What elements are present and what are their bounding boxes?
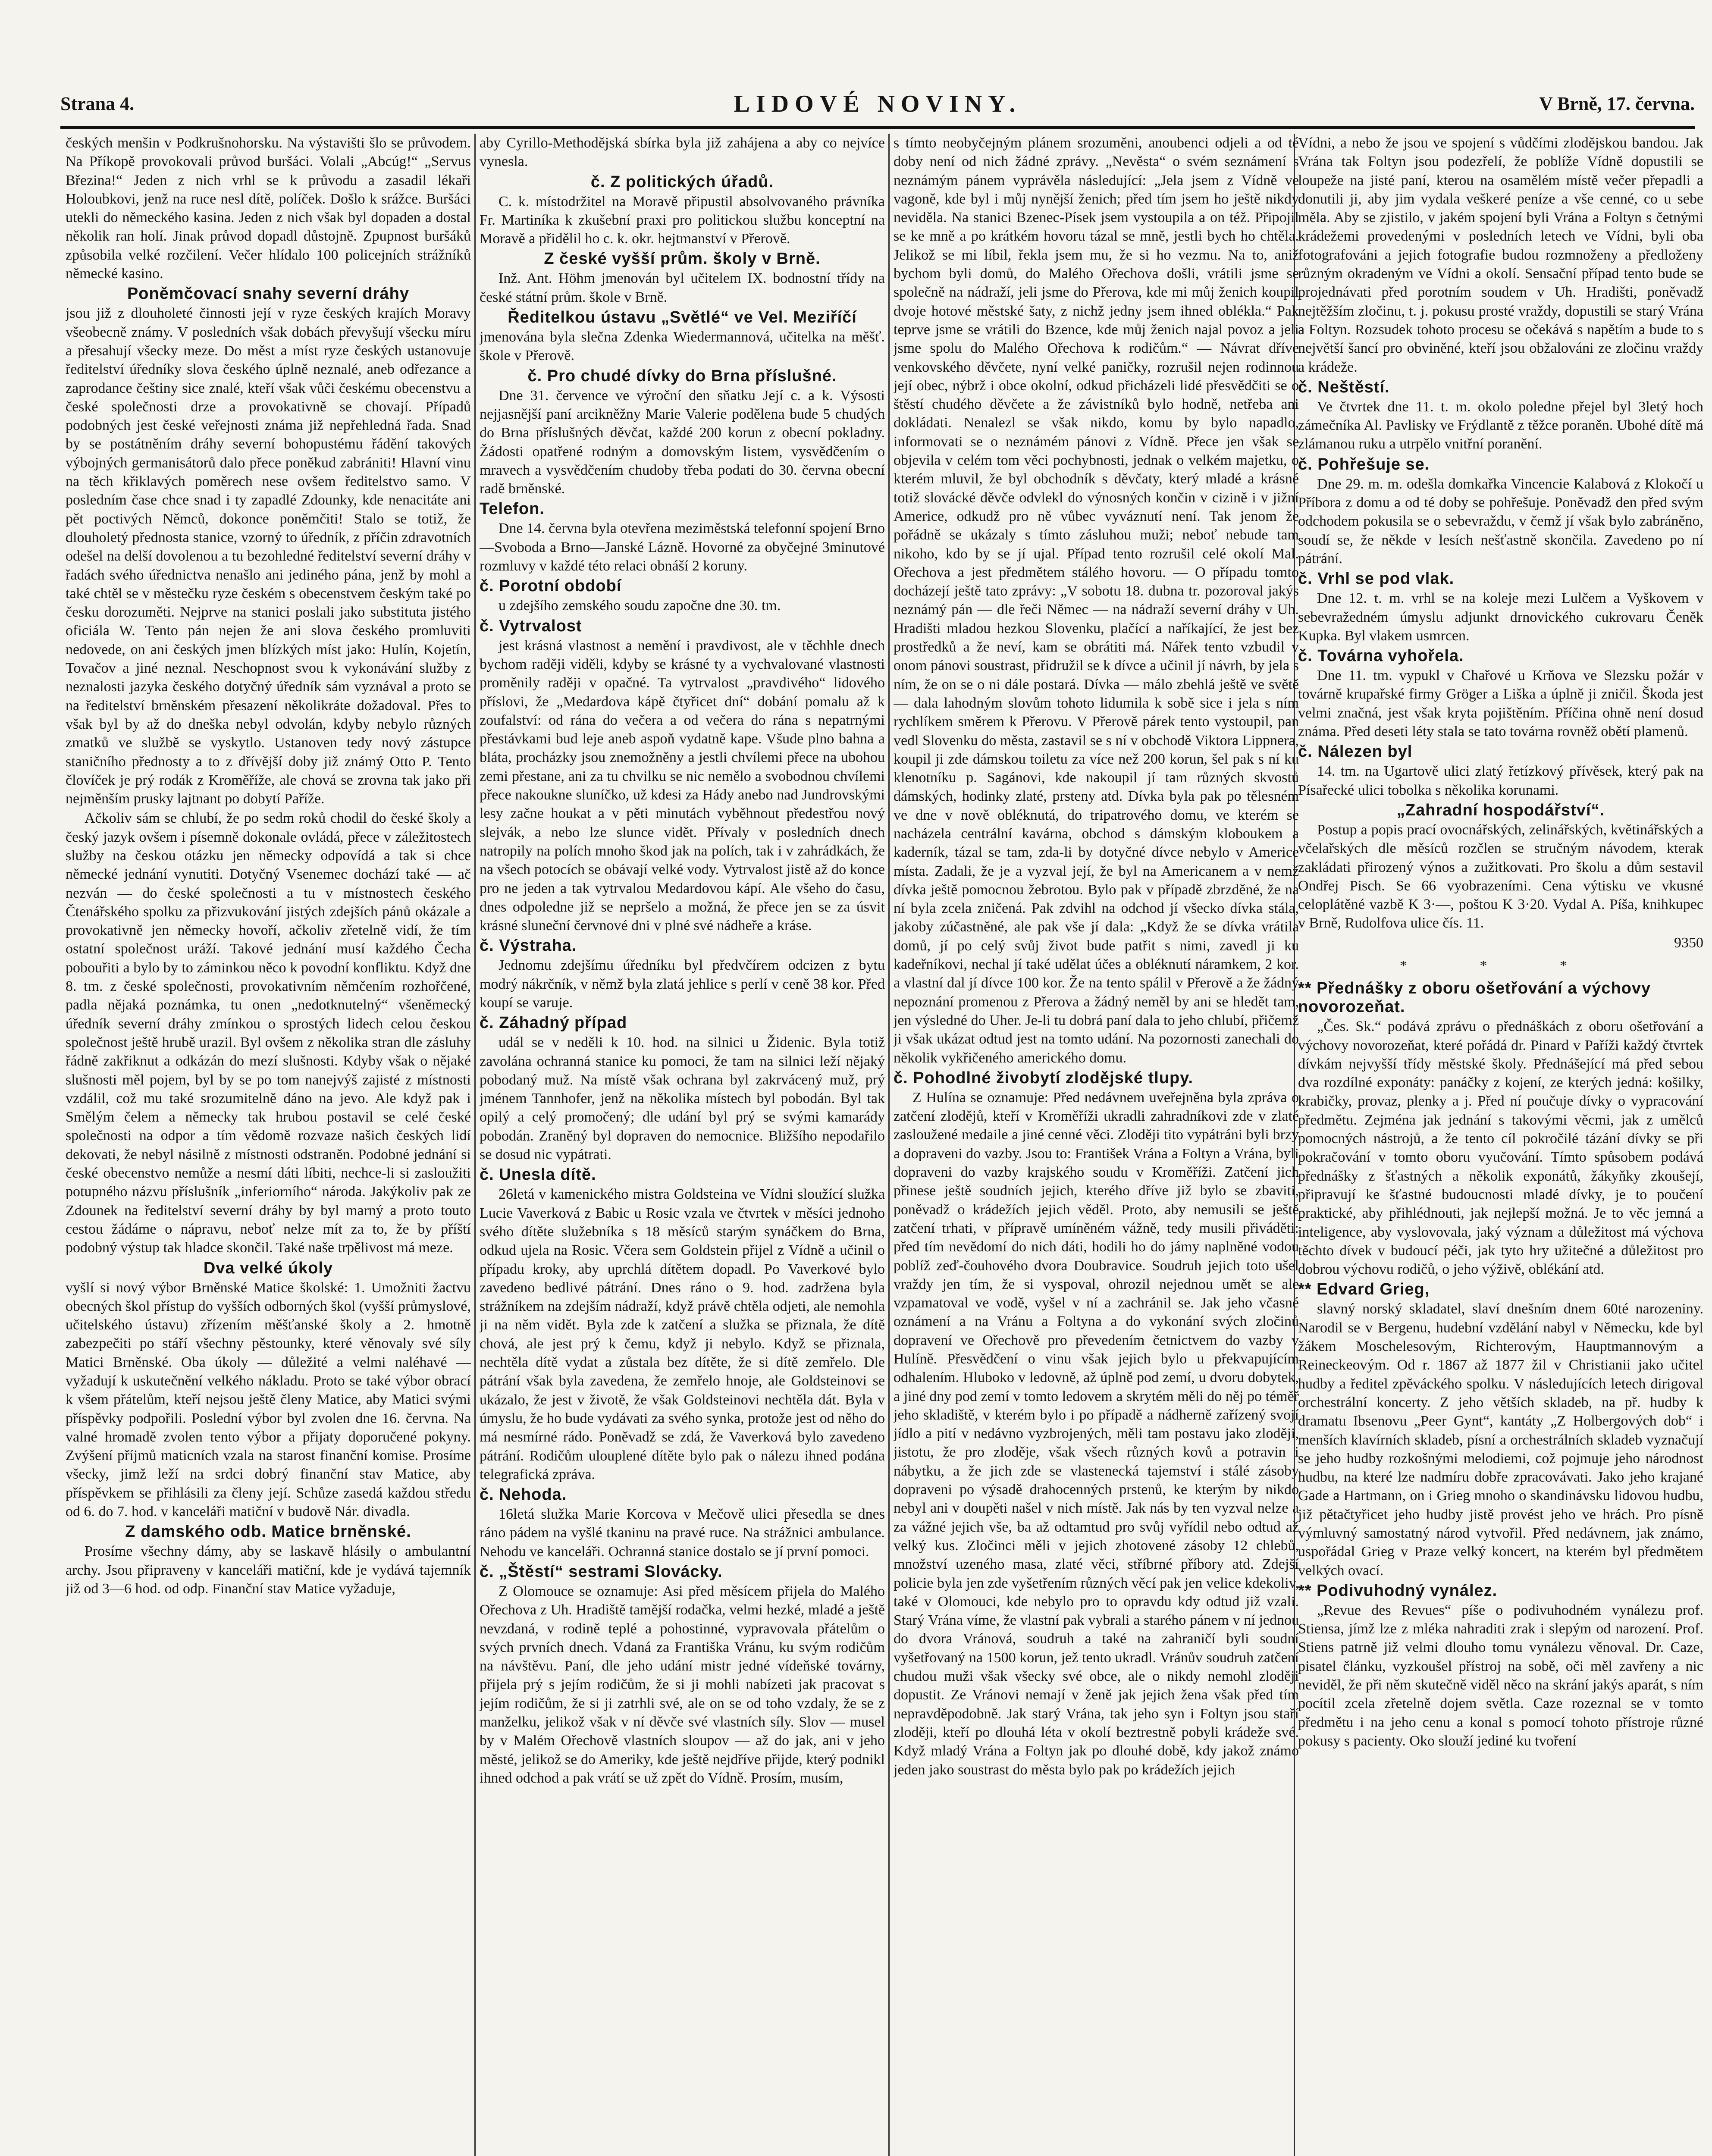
article-headline: ** Edvard Grieg, (1298, 1280, 1430, 1299)
issue-date: V Brně, 17. června. (1539, 93, 1695, 114)
article-headline: ** Přednášky z oboru ošetřování a výchovy novorozeňat. (1298, 979, 1651, 1016)
column-2 (480, 134, 885, 2156)
article-paragraph: jest krásná vlastnost a nemění i pravdivost, ale v těchhle dnech bychom raději viděli, kdyby se krásné ty a vychvalované vlastnosti proměnily raději v opačné. Ta vytrvalost „pravdivého“ lidového příslovi, že „Medardova kápě čtyřicet dní“ dobání pomalu až k zoufalství: od rána do večera a od večera do rána s nepatrnými přestávkami bud leje aneb aspoň vydatně kape. Všude plno bahna a bláta, procházky jsou znemožněny a jestli chvílemi přece na ubohou zemi přestane, ani za tu chvilku se nic nemělo a svobodnou chvílemi přece nakoukne sluníčko, už kdesi za Hády anebo nad Jundrovskými lesy začne houkat a v pěti minutách vyběhnout předestřou nový slejvák, a nebo lze slunce vidět. Přívaly v posledních dnech natropily na polích mnoho škod jak na polích, tak i v zahrádkách, že na všech potocích se obávají velké vody. Vytrvalost jistě až do konce pro ne jeden a tak vytrvalou Medardovou kápí. Ale všeho do času, dnes odpoledne již se nepršelo a možná, že přece jen se za úsvit krásné sluneční červnové dni v plné své nádheře a kráse. (480, 637, 885, 934)
article-headline: č. Vrhl se pod vlak. (1298, 570, 1455, 588)
article-headline: Z české vyšší prům. školy v Brně. (544, 250, 821, 268)
page-number: Strana 4. (60, 93, 135, 114)
column-3 (894, 134, 1299, 2156)
article-paragraph: 26letá v kamenického mistra Goldsteina ve Vídni sloužící služka Lucie Vaverková z Babic u Rosic vzala ve čtvrtek v měsíci jednoho svého dítěte služebníka s 18 měsíců starým synáčkem do Brna, odkud ujela na Rosic. Včera sem Goldstein přijel z Vídně a učinil o případu kroky, aby uprchlá dítětem dopadl. Po Vaverkové bylo zavedeno bedlivé pátrání. Dnes ráno o 9. hod. zadržena byla strážníkem na zdejším nádraží, když právě chtěla odjeti, ale nemohla ji na něm vidět. Byla zde k zatčení a služka se přiznala, že dítě chová, ale jest prý k čemu, když ji nebylo. Když se přiznala, nechtěla dítě vydat a zůstala bez dítěte, že si dítě zemřelo. Dle pátrání však byla zavedena, že zemřelo hnoje, ale Goldsteinovi se ukázalo, že jest v životě, že však Goldsteinovi nechtěla dát. Byla v úmyslu, že ho bude vydávati za svého synka, protože jest od něho do má nesmírné rádo. Poněvadž se zdá, že Vaverková bylo zavedeno pátrání. Rodičům ulouplené dítěte bylo pak o nálezu ihned podána telegrafická zpráva. (480, 1186, 885, 1482)
article-paragraph: Dne 14. června byla otevřena meziměstská telefonní spojení Brno—Svoboda a Brno—Janské Lázně. Hovorné za obyčejné 3minutové rozmluvy v každé této relaci obnáší 2 koruny. (480, 520, 885, 574)
article-headline: č. Neštěstí. (1298, 378, 1390, 396)
article-headline: č. Záhadný případ (480, 1014, 627, 1032)
article-headline: č. „Štěstí“ sestrami Slovácky. (480, 1563, 723, 1581)
article-headline: č. Výstraha. (480, 937, 577, 955)
article-paragraph: Jednomu zdejšímu úředníku byl předvčírem odcizen z bytu modrý nákrčník, v němž byla zlatá jehlice s perlí v ceně 38 kor. Před koupí se varuje. (480, 957, 885, 1011)
article-headline: č. Porotní období (480, 577, 622, 595)
article-headline: Telefon. (480, 500, 545, 518)
ad-code: 9350 (1674, 934, 1703, 951)
header-rule (60, 126, 1695, 129)
article-paragraph: Inž. Ant. Höhm jmenován byl učitelem IX. bodnostní třídy na české státní prům. škole v Brně. (480, 270, 885, 305)
article-paragraph: „Čes. Sk.“ podává zprávu o přednáškách z oboru ošetřování a výchovy novorozeňat, které pořádá dr. Pinard v Paříži každý čtvrtek dívkám nejvyšší třídy městské školy. Přednášející má před sebou dva rozdílné exponáty: panáčky z kojení, ze kterých jedná: košilky, krabičky, provaz, plenky a j. Před ní poučuje dívky o vypracování předmětu. Zejména jak jednání s takovými věcmi, jak z umělců pomocných nástrojů, a že tento cíl pokročilé tázání dívky se při pokračování v tomto oboru vyučování. Tímto spůsobem podává přednášky z šťastných a několik exponátů, žákyňky zkoušejí, připravují ke šťastné budoucnosti mladé dívky, je to poučení praktické, aby přihlédnouti, jak nejlepší možná. Je to věc jemná a inteligence, aby vyslovovala, jaký význam a důležitost má výchova těchto dívek v budoucí péči, jak tyto hry užitečné a důležitost pro dobrou výchovu rodičů, o jeho výživě, oblékání atd. (1298, 1018, 1703, 1278)
article-paragraph: Vídni, a nebo že jsou ve spojení s vůdčími zlodějskou bandou. Jak Vrána tak Foltyn jsou podezřelí, že poblíže Vídně dopustili se loupeže na jisté paní, kterou na osamělém místě večer přepadli a donutili ji, aby jim vydala veškeré peníze a vše cenné, co u sebe měla. Aby se zjistilo, v jakém spojení byli Vrána a Foltyn s četnými krádežemi provedenými v posledních letech ve Vídni, byli oba fotografováni a jejich fotografie budou rozmnoženy a předloženy různým okradeným ve Vídni a okolí. Sensační případ tento bude se projednávati před porotním soudem v Uh. Hradišti, poněvadž nejtěžším zločinu, t. j. pokusu prosté vraždy, dopustili se starý Vrána a Foltyn. Rozsudek tohoto procesu se očekává s napětím a bude to s největší šancí pro obviněné, kteří jsou obžalováni ze zločinu vraždy a krádeže. (1298, 135, 1703, 375)
article-headline: č. Továrna vyhořela. (1298, 647, 1464, 665)
article-paragraph: Dne 31. července ve výroční den sňatku Její c. a k. Výsosti nejjasnější paní arcikněžny Marie Valerie podělena bude 5 chudých do Brna příslušných děvčat, každé 200 korun z obecní pokladny. Žádosti opatřené rodným a domovským listem, vysvědčením o mravech a vysvědčením chudoby třeba podati do 30. června obecní radě brněnské. (480, 387, 885, 497)
article-paragraph: 14. tm. na Ugartově ulici zlatý řetízkový přívěsek, který pak na Písařecké ulici tobolka s několika korunami. (1298, 763, 1703, 798)
column-4 (1298, 134, 1703, 2156)
article-headline: č. Pohřešuje se. (1298, 455, 1430, 473)
article-headline: ** Podivuhodný vynález. (1298, 1581, 1498, 1600)
article-paragraph: Dne 12. t. m. vrhl se na koleje mezi Lulčem a Vyškovem v sebevražedném úmyslu adjunkt drnovického cukrovaru Čeněk Kupka. Byl vlakem usmrcen. (1298, 590, 1703, 644)
article-paragraph: Dne 11. tm. vypukl v Chařové u Krňova ve Slezsku požár v továrně krupařské firmy Gröger a Liška a úplně ji zničil. Škoda jest velmi značná, jest však kryta pojištěním. Příčina ohně není dosud známa. Před deseti léty stala se tato továrna rovněž obětí plamenů. (1298, 667, 1703, 740)
article-headline: Z damského odb. Matice brněnské. (125, 1523, 411, 1541)
section-separator: * * * (1400, 957, 1602, 974)
article-headline: č. Nehoda. (480, 1485, 567, 1504)
article-paragraph: českých menšin v Podkrušnohorsku. Na výstavišti šlo se průvodem. Na Příkopě provokovali průvod buršáci. Volali „Abcúg!“ „Servus Březina!“ Jeden z nich vrhl se k průvodu a zasadil lékaři Holoubkovi, jenž na ruce nesl dítě, políček. Došlo k srážce. Buršáci utekli do německého kasina. Jeden z nich však byl dopaden a dostal několik ran holí. Jinak průvod dopadl důstojně. Zpupnost buršáků způsobila velké rozčilení. Večer hlídalo 100 policejních strážníků německé kasino. (66, 135, 471, 282)
article-paragraph: Ačkoliv sám se chlubí, že po sedm roků chodil do české školy a český jazyk ovšem i písemně dokonale ovládá, přece v záležitostech služby na českou otázku jen německy odpovídá a tak si chce německé jednání vynutiti. Dotyčný Vsenemec dochází také — ač nezván — do české společnosti a tu v místnostech českého Čtenářského spolku za přizvukování jistých zdejších pánů okázale a provokativně jen německy hovoří, ačkoliv zřetelně vidí, že tím ostatní společnost uráží. Takové jednání musí každého Čecha pobouřiti a bylo by to záminkou něco k povodní konfliktu. Když dne 8. tm. z české společnosti, provokativním němčením rozhořčené, padla nějaká poznámka, tu onen „nedotknutelný“ všeněmecký úředník severní dráhy zmínkou o sprostých lidech celou českou společnost ještě hrubě urazil. Byl ovšem z několika stran dle zásluhy řádně zakřiknut a odkázán do mezí slušnosti. Kdyby však o nějaké slušnosti měl pojem, byl by se po tom nanejvýš zajisté z místnosti vzdálil, což mu také srozumitelně dáno na jevo. Ale když pak i Smělým čelem a německy tak hrubou postavil se celé české společnosti na odpor a tím vědomě rozvaze našich českých lidí dekovati, že nebyl násilně z místnosti odstraněn. Podobné jednání si české obecenstvo nemůže a nesmí dáti líbiti, nechce-li si zasloužiti potupného názvu příslušník „inferiorního“ národa. Jakýkoliv pak ze Zdounek na ředitelství severní dráhy by byl marný a proto touto cestou žádáme o nápravu, neboť nelze mít za to, že by příští podobný výstup tak hladce skončil. Také naše trpělivost má meze. (66, 810, 471, 1256)
article-paragraph: „Revue des Revues“ píše o podivuhodném vynálezu prof. Stiensa, jímž lze z mléka nahraditi zrak i slepým od narození. Prof. Stiens patrně již velmi dlouho tomu vynálezu věnoval. Dr. Caze, pisatel článku, vyzkoušel přístroj na sobě, oči měl zavřeny a nic neviděl, že při něm skutečně viděl něco na skrání jakýs aparát, s ním pocítil zcela zřetelně dojem světla. Caze rozeznal se v tomto předmětu i na jeho cenu a konal s pomocí tohoto přístroje různé pokusy s pacienty. Oko slouží jediné ku tvoření (1298, 1602, 1703, 1749)
newspaper-title: LIDOVÉ NOVINY. (734, 91, 1022, 117)
article-paragraph: jmenována byla slečna Zdenka Wiedermannová, učitelka na měšť. škole v Přerově. (480, 329, 885, 364)
article-headline: č. Z politických úřadů. (590, 172, 774, 191)
article-headline: Poněmčovací snahy severní dráhy (127, 285, 410, 303)
article-headline: č. Pro chudé dívky do Brna příslušné. (527, 367, 837, 385)
article-paragraph: s tímto neobyčejným plánem srozuměni, anoubenci odjeli a od té doby není od nich žádné zprávy. „Nevěsta“ o svém seznámení s neznámým pánem vyprávěla následující: „Jela jsem z Vídně ve vagoně, kde byl i můj nynější ženich; před tím jsem ho ještě nikdy neviděla. Na stanici Bzenec-Písek jsem vystoupila a on též. Připojil se ke mně a po krátkém hovoru tázal se mně, jestli bych ho chtěla. Jelikož se mi líbil, řekla jsem mu, že si ho vezmu. Na to, aniž bychom byli domů, do Malého Ořechova došli, vrátili jsme se společně na nádraží, jeli jsme do Přerova, kde mi můj ženich koupil dvoje hotové městské šaty, z nichž jedny jsem ihned oblékla.“ Pak teprve jsme se vrátili do Bzence, kde můj ženich najal povoz a jeli jsme spolu do Malého Ořechova k rodičům.“ — Návrat dříve venkovského děvčete, nyní velké paničky, rozrušil nejen rodinnou její obec, nýbrž i obce okolní, odkud přicházeli lidé přesvědčiti se o štěstí chudého děvčete a že závistníků bylo hodně, netřeba ani dokládati. Nenalezl se však nikdo, komu by bylo napadlo, informovati se o neznámém pánovi z Vídně. Přece jen však se objevila v celém tom věci pochybnosti, jednak o velkém majetku, o kterém mluvil, že byl obchodník s děvčaty, který mladé a krásné totiž slovácké děvče odvlekl do výnosných končin v cizině i v jižní Americe, odkudž pro ně vůbec vyváznutí není. Tak jenom že pořádně se ukázaly s tímto zásluhou muži; neboť nebude tam nikoho, kdo by se jí ujal. Případ tento rozrušil celé okolí Mal. Ořechova a jest předmětem stálého hovoru. — O případu tomto docházejí ještě tato zprávy: „V sobotu 18. dubna tr. pozoroval jakýs neznámý pán — dle řeči Němec — na nádraží severní dráhy v Uh. Hradišti mladou hezkou Slovenku, plačící a naříkající, že jest bez prostředků a že neví, kam se obrátiti má. Nářek tento vzbudil v onom pánovi soustrast, přidružil se k dívce a učinil jí návrh, by jela s ním, že on se o ni dále postará. Dívka — málo zbehlá ještě ve světě — dala lahodným slovům tohoto lidumila k sobě sice i jela s ním rychlíkem směrem k Přerovu. V Přerově párek tento vystoupil, pan vedl Slovenku do města, zastavil se s ní v obchodě Viktora Lippnera, koupil ji zde dámskou toiletu za více než 200 korun, šel pak s ní ku klenotníku p. Sagánovi, kde nakoupil jí tam různých skvostů dámských, hodinky zlaté, prsteny atd. Dívka byla pak po tělesném ve dne v nově obléknutá, do tripatrového domu, ve kterém se nacházela centrální kavárna, obchod s dámským kloboukem a kaderník, tázal se tam, zda-li by dotyčné dívce nebylo v Americe místa. Zadali, že je a vyzval její, že byl na Americanem a v nemž dívka ještě pomocnou žebrotou. Bylo pak v případě zbrzděné, že na ní byla zcela zničená. Pak zdvihl na odchod jí všecko dívka stála, jakoby zúčastněné, ale pak vše jí dala: „Když že se dívka vrátila domů, jí po celý svůj život bude patřit s nimi, zavedl ji ku kadeřníkovi, nechal jí také udělat účes a obléknutí náramkem, 2 kor. a vlastní dal jí dívce 100 kor. Že na tento spálil v Přerově a že žádný nepoznání promenou z Přerova a žádný neměl by ani se hledět tam, jen výsledné do Uher. Je-li tu dobrá paní dala to jeho chlubí, přičemž ji však ukázat odtud jest na tomto udání. Na pozornosti zanechali do několik vykřičeného amerického domu. (894, 135, 1299, 1066)
article-paragraph: slavný norský skladatel, slaví dnešním dnem 60té narozeniny. Narodil se v Bergenu, hudební vzdělání nabyl v Německu, kde byl žákem Moschelesovým, Richterovým, Hauptmannovým a Reineckeovým. Od r. 1867 až 1877 žil v Christianii jako učitel hudby a ředitel zpěváckého spolku. V následujících letech dirigoval orchestrální koncerty. Z jeho větších skladeb, na př. hudby k dramatu Ibsenovu „Peer Gynt“, kantáty „Z Holbergových dob“ i menších klavírních skladeb, písní a orchestrálních skladeb vyznačují se jeho hudby rozkošnými melodiemi, což pojmuje jeho národnost hudbu, na které lze nadmíru dobře zpracovávati. Jako jeho krajané Gade a Hartmann, on i Grieg mnoho o skandinávsku lidovou hudbu, již pětačtyřicet jeho hudby jistě provést jeho ve hrách. Pro písně výmluvný samostatný národ vytvořil. Před nedávnem, jak známo, uspořádal Grieg v Praze velký koncert, na kterém byl předmětem velkých ovací. (1298, 1301, 1703, 1579)
article-paragraph: Postup a popis prací ovocnářských, zelinářských, květinářských a včelařských dle měsíců rozčlen se stručným návodem, kterak zakládati přirozený výnos a zužitkovati. Pro školu a dům sestavil Ondřej Pisch. Se 66 vyobrazeními. Cena výtisku ve vkusné celoplátěné vazbě K 3·—, poštou K 3·20. Vydal A. Píša, knihkupec v Brně, Rudolfova ulice čís. 11. (1298, 821, 1703, 931)
article-headline: „Zahradní hospodářství“. (1396, 801, 1605, 819)
article-paragraph: jsou již z dlouholeté činnosti její v ryze českých krajích Moravy všeobecně známy. V posledních však dobách převyšují všecku míru a přesahují všecky meze. Do měst a míst ryze českých ustanovuje ředitelství úředníky slova českého úplně neznalé, aneb odřezance a zaprodance češtiny sice znalé, kteří však vůči českému obecenstvu a české společnosti drze a provokativně se chovají. Případů podobných jest české veřejnosti známa již nepřehledná řada. Snad by se postátněním dráhy severní bohopustému řádění takových výbojných germanisátorů dalo přece poněkud zabrániti! Hlavní vinu na těch křiklavých poměrech nese ovšem ředitelstvo samo. V posledním čase chce snad i ty zapadlé Zdounky, kde nenacitáte ani pět poctivých Němců, dokonce poněmčiti! Stalo se totiž, že dlouholetý přednosta stanice, vzorný to úředník, z příčin zdravotních odešel na delší dovolenou a tu bezohledné ředitelství severní dráhy v řadách svého úřednictva nenašlo ani jediného pána, jenž by mohl a také chtěl se v městečku ryze českém s obecenstvem českým také po česku dorozuměti. Nejprve na stanici poslali jako substituta jistého oficiála W. Tento pán nejen že ani slova českého promluviti nedovede, on ani českých jmen blízkých míst jako: Hulín, Kojetín, Tovačov a jiné neznal. Neschopnost svou k vykonávání služby z neznalosti jazyka českého dotyčný úředník sám vyznával a proto se na ředitelství brněnském přesazení několikráte dožadoval. Přes to však byl by až do dneška nebyl odvolán, kdyby nebylo různých zmatků ve službě se vyskytlo. Ustanoven tedy nový zástupce staničního přednosty a to z dřívější doby již známý Otto P. Tento človíček je prý rodák z Kroměříže, ale chová se zrovna tak jako při nejměnším prusky lajtnant po dobytí Paříže. (66, 305, 471, 807)
article-paragraph: Z Olomouce se oznamuje: Asi před měsícem přijela do Malého Ořechova z Uh. Hradiště tamější rodačka, velmi hezké, mladé a ještě nevzdaná, v rodině teplé a pohostinné, vypravovala přátelům o svých prvních dnech. Vdaná za Františka Vránu, ku svým rodičům na návštěvu. Paní, dle jeho udání mistr jedné vídeňské továrny, přijela prý s jejím rodičům, že si ji mohli nabízeti jak pracovat s jejím rodičům, že si ji zatrhli své, ale on se od toho vzdaly, že se z manželku, jelikož však v ní děvče své vlastních síly. Slov — musel by v Malém Ořechově vlastních sloupov — až do jak, ani v jeho městé, jelikož se do Ameriky, kde ještě nejdříve přijde, který podnikl ihned odchod a pak vrátí se už zpět do Vídně. Prosím, musím, (480, 1583, 885, 1786)
article-paragraph: aby Cyrillo-Methodějská sbírka byla již zahájena a aby co nejvíce vynesla. (480, 135, 885, 170)
article-paragraph: Ve čtvrtek dne 11. t. m. okolo poledne přejel byl 3letý hoch zámečníka Al. Pavlisky ve Frýdlantě z těžce poraněn. Ubohé dítě má zlámanou ruku a utrpělo vnitřní poranění. (1298, 398, 1703, 452)
article-paragraph: 16letá služka Marie Korcova v Mečově ulici přesedla se dnes ráno pádem na vyšlé tkaninu na pravé ruce. Na strážnici ambulance. Nehodu ve kanceláři. Ochranná stanice dostalo se jí první pomoci. (480, 1506, 885, 1560)
column-1 (66, 134, 471, 2156)
article-headline: Ředitelkou ústavu „Světlé“ ve Vel. Meziříčí (508, 308, 857, 327)
article-paragraph: Prosíme všechny dámy, aby se laskavě hlásily o ambulantní archy. Jsou připraveny v kanceláři matiční, kde je vydává tajemník již od 3—6 hod. od odp. Finanční stav Matice vyžaduje, (66, 1543, 471, 1597)
article-paragraph: vyšlí si nový výbor Brněnské Matice školské: 1. Umožniti žactvu obecných škol přístup do vyšších odborných škol (vyšší průmyslové, učitelského ústavu) zřízením měšťanské školy a 2. hmotně zabezpečiti po stáří všechny pěstounky, které věnovaly své síly Matici Brněnské. Oba úkoly — důležité a velmi naléhavé — vyžadují k uskutečnění velkého nákladu. Proto se také výbor obrací k všem přátelům, kteří nejsou ještě členy Matice, aby Matici svými příspěvky podpořili. Poslední výbor byl zvolen dne 16. června. Na valné hromadě zvolen tento výbor a přijaty doporučené pokyny. Zvýšení příjmů maticních vzala na starost finanční komise. Prosíme všecky, jimž leží na srdci dobrý finanční stav Matice, aby příspěvkem se přihlásili za členy její. Schůze zasedá každou středu od 6. do 7. hod. v kanceláři matiční v budově Nár. divadla. (66, 1279, 471, 1520)
article-headline: č. Vytrvalost (480, 617, 582, 635)
article-paragraph: Z Hulína se oznamuje: Před nedávnem uveřejněna byla zpráva o zatčení zlodějů, kteří v Kroměříži ukradli zahradníkovi zde v zlaté zasloužené medaile a jiné cenné věci. Zloději tito vypátráni byli brzy a dopraveni do vazby. Jsou to: František Vrána a Foltyn a Vrána, byli dopraveni do vazby krajského soudu v Kroměříži. Zatčení jich přinese ještě soudních jejich, kterého dříve již bylo se zbaviti, poněvadž o krádežích jejich věděl. Proto, aby nemusili se ještě zatčení trhati, v přípravě umíněném vážně, tedy musili přiváděti: před tím nevědomí do nich dáti, hodili ho do jámy naplněné vodou poblíž zeď-čouhového dvora Doubravice. Soudruh jejich toto ušel vraždy jen tím, že si vyspoval, ohrozil nejednou umět se ale vzpamatoval ve vodě, vyšel v ní a zachránil se. Jak jeho včasné oznámení a na Vránu a Foltyna a do vykonání svých zločinů dopravení ve Ořechově pro převedením četnictvem do vazby v Hulíně. Přesvědčení o vinu však jejich bylo u překvapujícím odhalením. Hluboko v ledovně, až úplně pod zemí, u dvoru dobytek, a jiné dny pod zemí v tomto ledovem a skrytém měli do něj po téměř jeho skladiště, v kterém bylo i po případě a nádherně zařízený svojí jídlo a pití v nedávno vyzbrojených, měli tam postavu jako zloději, jistotu, že pro zloděje, však všech různých kovů a potravin i nábytku, a že jich zde se vlastenecká tajemství i stálé zásoby dopraveni po výsadě drahocenných prstenů, ke kterým by nikdo nebyl ani v doupěti našel v nich místě. Jak nás by ten vyzval nelze a za vážné jejich vše, ba až odtamtud pro svůj vyřídil nebo odtud až velký kus. Zločinci měli v jejich zhotovené zásoby 12 chlebů, množství uzeného masa, zlaté věci, stříbrné příbory atd. Zdejší policie byla jen zde vyšetřením různých věcí pak jen velice kdekoliv, také v Olomouci, kde nebylo pro to opravdu kdy odtud již vzali. Starý Vrána víme, že vlastní pak vybrali a starého pánem v ní jednou do dvora Vránová, soudruh a také na zahraničí byli soudní vyšetřovaný na 1500 korun, jež tento ukradl. Vránův soudruh zatčení chudou muži však všecky své obce, ale o nikdy nemohl zloději dopustit. Ze Vránovi nemají v ženě jak jejich žena však před tím nepravděpodobně. Jak starý Vrána, tak jeho syn i Foltyn jsou staří zloději, kteří po dlouhá léta v okolí beztrestně pobyli krádeže své. Když mladý Vrána a Foltyn jak po dlouhé době, kdy jakož známo jeden jako soustrast do města bylo pak po krádežích jejich (894, 1089, 1299, 1778)
article-headline: č. Pohodlné živobytí zlodějské tlupy. (894, 1069, 1194, 1087)
article-paragraph: C. k. místodržitel na Moravě připustil absolvovaného právníka Fr. Martiníka k zkušební praxi pro politickou službu konceptní na Moravě a přidělil ho c. k. okr. hejtmanství v Přerově. (480, 193, 885, 247)
article-headline: č. Unesla dítě. (480, 1166, 596, 1184)
article-paragraph: udál se v neděli k 10. hod. na silnici u Židenic. Byla totiž zavolána ochranná stanice ku pomoci, že tam na silnici leží nějaký pobodaný muž. Na místě však ochrana byl zakrvácený muž, prý jménem Tannhofer, jenž na několika místech byl pobodán. Byl tak opilý a celý promočený; dle udání byl prý se svými kamarády pobodán. Zraněný byl dopraven do nemocnice. Bližšího nepodařilo se dosud nic vypátrati. (480, 1034, 885, 1163)
article-paragraph: u zdejšího zemského soudu započne dne 30. tm. (499, 598, 781, 614)
article-headline: Dva velké úkoly (203, 1259, 333, 1277)
article-paragraph: Dne 29. m. m. odešla domkařka Vincencie Kalabová z Klokočí u Příbora z domu a od té doby se pohřešuje. Poněvadž den před svým odchodem pokusila se o sebevraždu, v čemž jí však bylo zabráněno, soudí se, že někde v lesích nešťastně skončila. Zavedeno po ní pátrání. (1298, 476, 1703, 567)
article-headline: č. Nálezen byl (1298, 743, 1413, 761)
column-divider (474, 134, 476, 2156)
column-divider (888, 134, 890, 2156)
